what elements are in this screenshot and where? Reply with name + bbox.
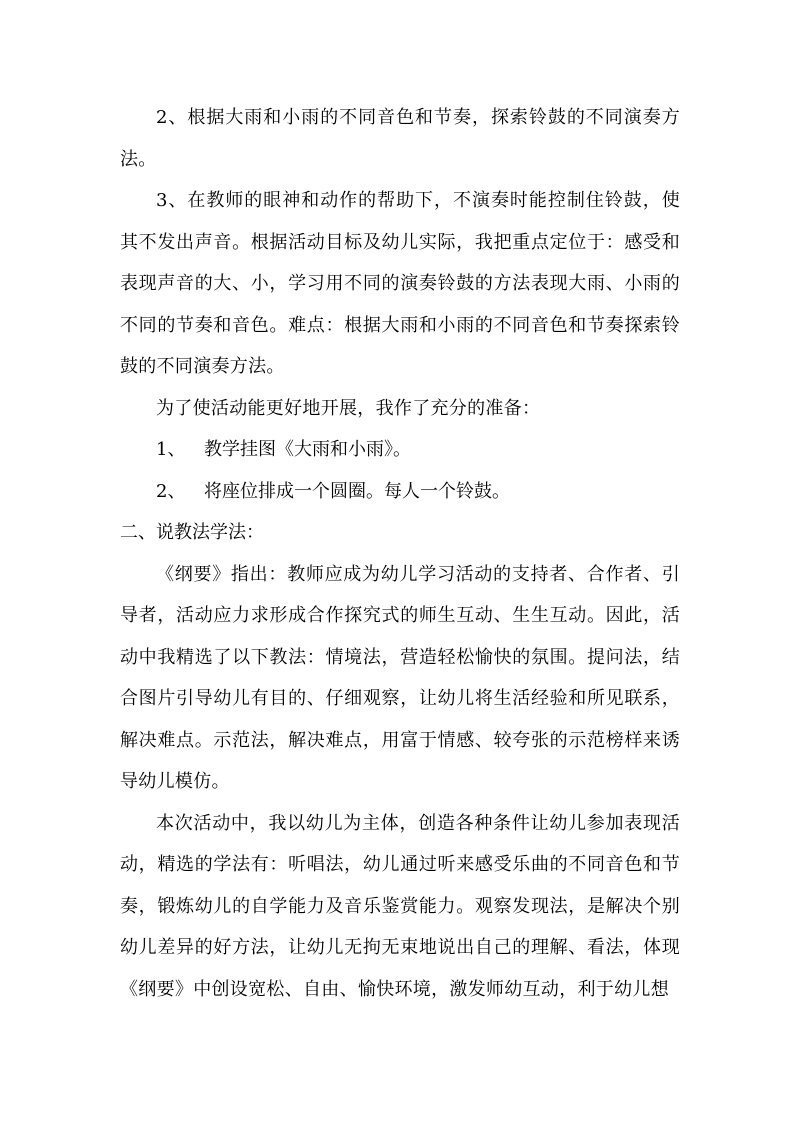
paragraph-learning-methods: 本次活动中，我以幼儿为主体，创造各种条件让幼儿参加表现活动，精选的学法有：听唱法，幼儿通过听来感受乐曲的不同音色和节奏，锻炼幼儿的自学能力及音乐鉴赏能力。观察发现法，是解决个别幼儿差异的好方法，让幼儿无拘无束地说出自己的理解、看法，体现《纲要》中创设宽松、自由、愉快环境，激发师幼互动，利于幼儿想 <box>120 812 680 1000</box>
paragraph-teaching-methods: 《纲要》指出：教师应成为幼儿学习活动的支持者、合作者、引导者，活动应力求形成合作探究式的师生互动、生生互动。因此，活动中我精选了以下教法：情境法，营造轻松愉快的氛围。提问法，结合图片引导幼儿有目的、仔细观察，让幼儿将生活经验和所见联系，解决难点。示范法，解决难点，用富于情感、较夸张的示范榜样来诱导幼儿模仿。 <box>120 563 680 792</box>
paragraph-preparation: 为了使活动能更好地开展，我作了充分的准备： <box>156 397 541 419</box>
paragraph-objective-2: 2、根据大雨和小雨的不同音色和节奏，探索铃鼓的不同演奏方法。 <box>120 107 680 170</box>
paragraph-objective-3: 3、在教师的眼神和动作的帮助下，不演奏时能控制住铃鼓，使其不发出声音。根据活动目标及幼儿实际，我把重点定位于：感受和表现声音的大、小，学习用不同的演奏铃鼓的方法表现大雨、小雨的不同的节奏和音色。难点：根据大雨和小雨的不同音色和节奏探索铃鼓的不同演奏方法。 <box>120 190 680 377</box>
document-body <box>120 97 680 1010</box>
list-item-2 <box>120 471 680 513</box>
list-item-text: 将座位排成一个圆圈。每人一个铃鼓。 <box>204 480 510 502</box>
list-item-number: 1、 <box>156 439 186 460</box>
list-item-number: 2、 <box>156 480 186 502</box>
section-heading: 二、说教法学法： <box>120 522 264 543</box>
list-item-text: 教学挂图《大雨和小雨》。 <box>204 439 411 460</box>
list-item-1 <box>120 429 680 471</box>
